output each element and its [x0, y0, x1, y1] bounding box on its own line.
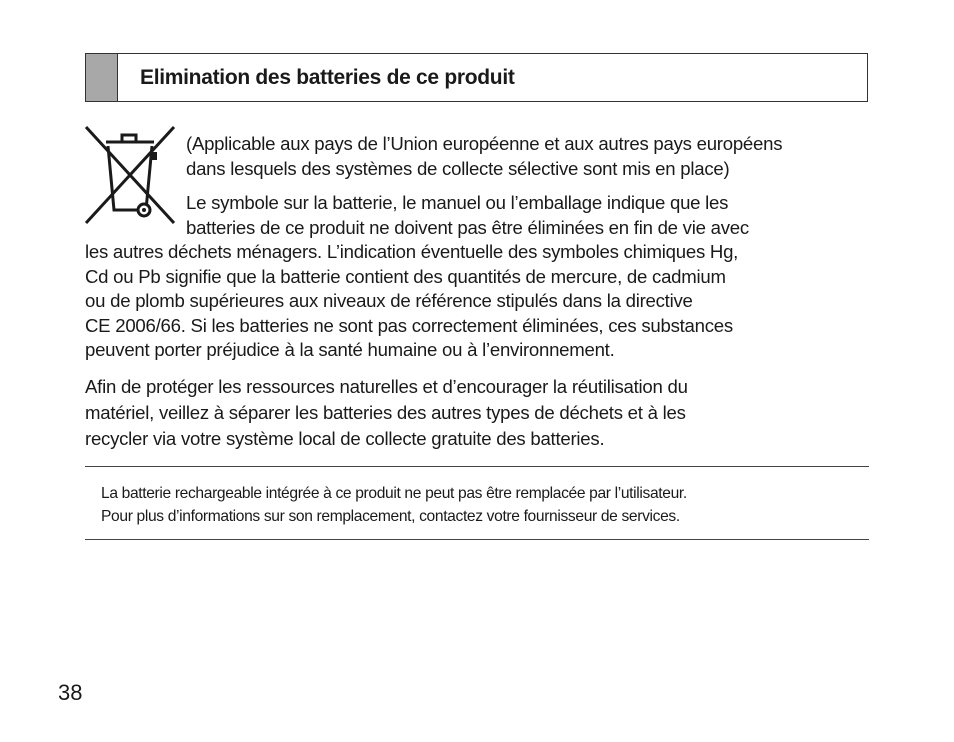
note-line: Pour plus d’informations sur son remplacement, contactez votre fournisseur de services. — [101, 508, 680, 525]
text-line: (Applicable aux pays de l’Union européenne et aux autres pays européens — [186, 133, 783, 154]
text-line: CE 2006/66. Si les batteries ne sont pas correctement éliminées, ces substances — [85, 314, 733, 336]
text-line: recycler via votre système local de collecte gratuite des batteries. — [85, 428, 605, 449]
battery-note — [101, 482, 861, 528]
text-line: Le symbole sur la batterie, le manuel ou l’emballage indique que les — [186, 192, 729, 213]
text-line: peuvent porter préjudice à la santé humaine ou à l’environnement. — [85, 339, 615, 360]
text-line: batteries de ce produit ne doivent pas être éliminées en fin de vie avec — [186, 216, 749, 238]
note-line: La batterie rechargeable intégrée à ce produit ne peut pas être remplacée par l’utilisateur. — [101, 485, 687, 502]
recycling-paragraph — [85, 374, 885, 452]
crossed-out-wheelie-bin-icon — [84, 124, 176, 224]
section-title: Elimination des batteries de ce produit — [140, 66, 515, 89]
text-line: Afin de protéger les ressources naturelles et d’encourager la réutilisation du — [85, 376, 688, 397]
applicability-paragraph — [186, 132, 876, 181]
text-line: les autres déchets ménagers. L’indication éventuelle des symboles chimiques Hg, — [85, 241, 739, 262]
text-line: ou de plomb supérieures aux niveaux de référence stipulés dans la directive — [85, 290, 693, 311]
page-number: 38 — [58, 680, 83, 705]
note-divider-bottom — [85, 539, 869, 540]
header-accent-block — [86, 54, 118, 101]
text-line: dans lesquels des systèmes de collecte sélective sont mis en place) — [186, 157, 730, 179]
note-divider-top — [85, 466, 869, 467]
symbol-paragraph-start — [186, 191, 876, 240]
section-header — [85, 53, 868, 102]
text-line: Cd ou Pb signifie que la batterie contient des quantités de mercure, de cadmium — [85, 265, 726, 287]
symbol-paragraph-continued — [85, 240, 885, 363]
text-line: matériel, veillez à séparer les batteries des autres types de déchets et à les — [85, 402, 686, 423]
